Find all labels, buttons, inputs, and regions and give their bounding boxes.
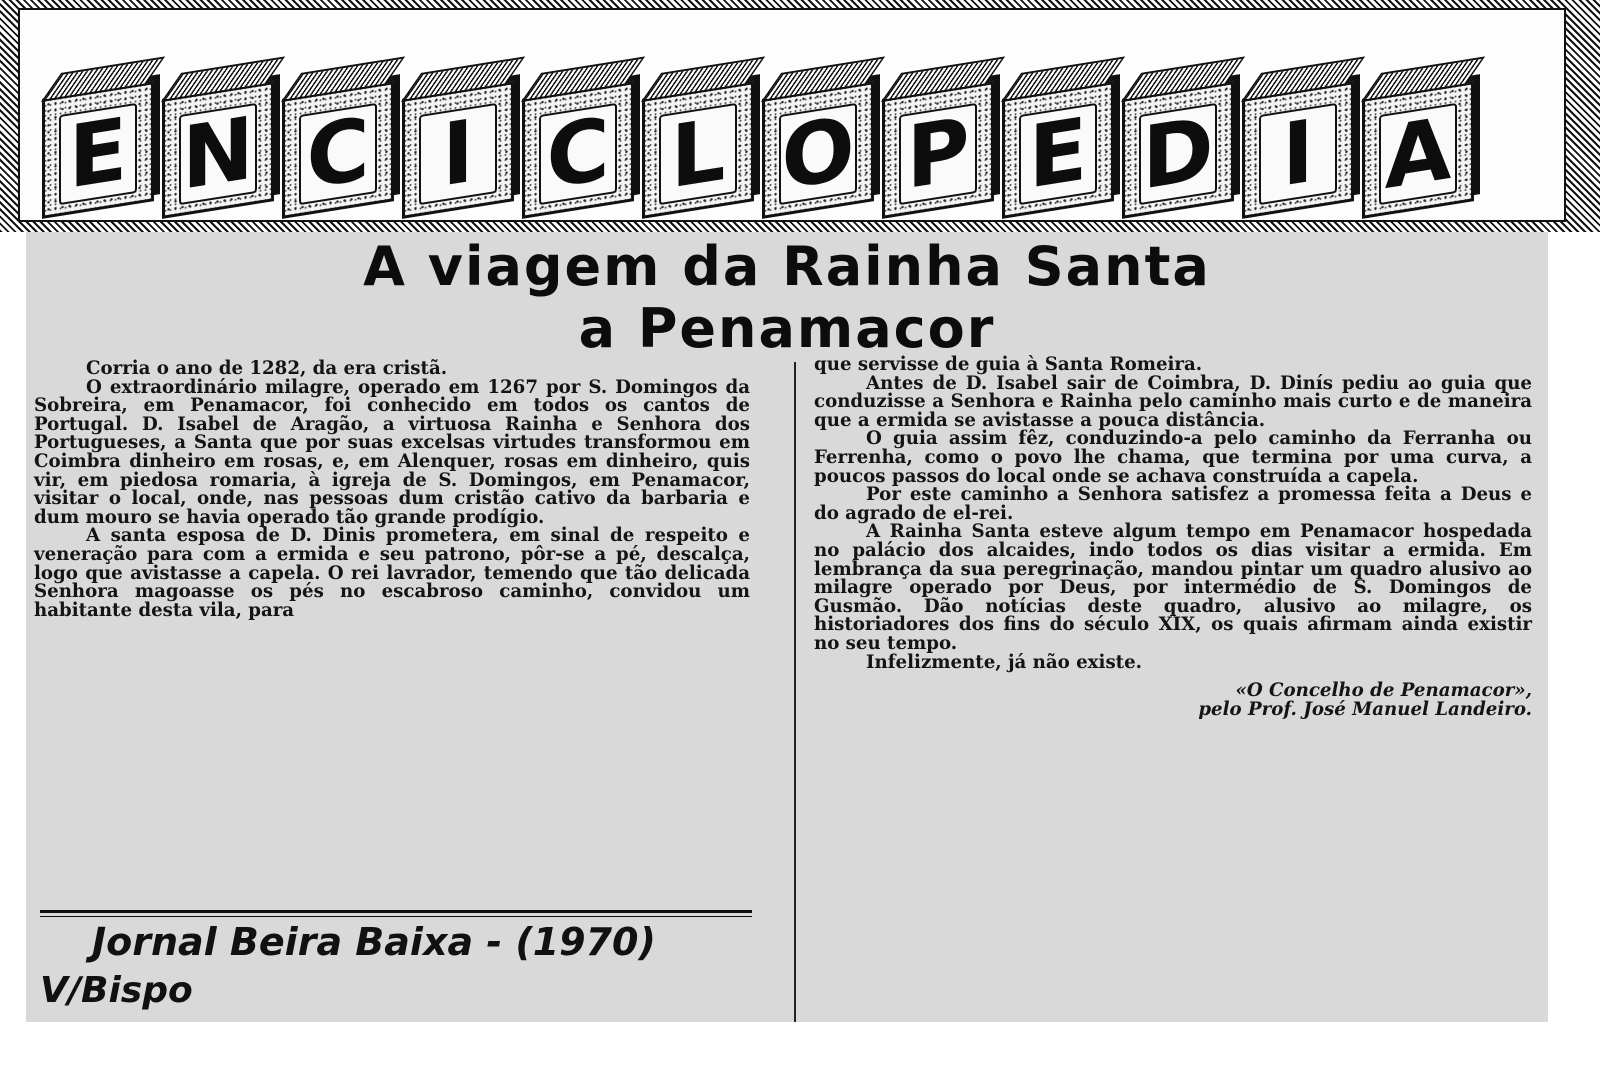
masthead-banner	[18, 8, 1566, 222]
signature-line-2: pelo Prof. José Manuel Landeiro.	[1198, 698, 1532, 720]
article-headline	[26, 236, 1548, 360]
book-spine	[402, 81, 514, 219]
masthead-letter: D	[1139, 103, 1217, 205]
masthead-border	[0, 0, 1600, 232]
book-spine	[282, 81, 394, 219]
paragraph: Por este caminho a Senhora satisfez a promessa feita a Deus e do agrado de el-rei.	[814, 484, 1532, 524]
book-top	[1361, 56, 1485, 102]
source-signature	[814, 682, 1532, 719]
book-top	[1241, 56, 1365, 102]
column-divider	[794, 362, 796, 1022]
masthead-letter: L	[659, 103, 737, 205]
source-caption: Jornal Beira Baixa - (1970)	[92, 920, 656, 964]
book-top	[161, 56, 285, 102]
paragraph: Corria o ano de 1282, da era cristã.	[86, 358, 448, 379]
book-top	[1121, 56, 1245, 102]
masthead-letter: I	[419, 103, 497, 205]
book-top	[881, 56, 1005, 102]
masthead-letter: C	[299, 103, 377, 205]
book-top	[641, 56, 765, 102]
paragraph: A santa esposa de D. Dinis prometera, em sinal de respeito e veneração para com a ermida e seu patrono, pôr-se a pé, descalça, logo que avistasse a capela. O rei lavrador, temendo que tão delicada Senhora magoasse os pés no escabroso caminho, convidou um habitante desta vila, para	[34, 525, 750, 621]
signature-line-1: «O Concelho de Penamacor»,	[1235, 680, 1532, 702]
caption-box	[26, 920, 794, 1022]
book-spine	[1122, 81, 1234, 219]
paragraph: Infelizmente, já não existe.	[866, 651, 1142, 673]
paragraph: A Rainha Santa esteve algum tempo em Penamacor hospedada no palácio dos alcaides, indo todos os dias visitar a ermida. Em lembrança da sua peregrinação, mandou pintar um quadro alusivo ao milagre operado por Deus, por intermédio de S. Domingos de Gusmão. Dão notícias deste quadro, alusivo ao milagre, os historiadores dos fins do século XIX, os quais afirmam ainda existir no seu tempo.	[814, 521, 1532, 654]
book-spine	[162, 81, 274, 219]
masthead-letter: E	[59, 103, 137, 205]
end-rule	[40, 910, 752, 917]
book-top	[281, 56, 405, 102]
author-caption: V/Bispo	[40, 970, 193, 1011]
book-row	[42, 24, 1542, 214]
book-spine	[1002, 81, 1114, 219]
paragraph: que servisse de guia à Santa Romeira.	[814, 354, 1203, 375]
book-spine	[42, 81, 154, 219]
masthead-letter: O	[779, 103, 857, 205]
book-spine	[1242, 81, 1354, 219]
masthead-letter: P	[899, 103, 977, 205]
paragraph: Antes de D. Isabel sair de Coimbra, D. Dinís pediu ao guia que conduzisse a Senhora e Rainha pelo caminho mais curto e de maneira que a ermida se avistasse a pouca distância.	[814, 372, 1532, 431]
book-top	[521, 56, 645, 102]
masthead-letter: E	[1019, 103, 1097, 205]
book-spine	[522, 81, 634, 219]
headline-line-1: A viagem da Rainha Santa	[363, 235, 1211, 298]
masthead-letter: I	[1259, 103, 1337, 205]
book-top	[1001, 56, 1125, 102]
paragraph: O guia assim fêz, conduzindo-a pelo caminho da Ferranha ou Ferrenha, como o povo lhe chama, que termina por uma curva, a poucos passos do local onde se achava construída a capela.	[814, 428, 1532, 487]
book-top	[761, 56, 885, 102]
left-column	[34, 360, 750, 620]
masthead-letter: A	[1379, 103, 1457, 205]
book-spine	[762, 81, 874, 219]
paragraph: O extraordinário milagre, operado em 1267 por S. Domingos da Sobreira, em Penamacor, foi conhecido em todos os cantos de Portugal. D. Isabel de Aragão, a virtuosa Rainha e Senhora dos Portugueses, a Santa que por suas excelsas virtudes transformou em Coimbra dinheiro em rosas, e, em Alenquer, rosas em dinheiro, quis vir, em piedosa romaria, à igreja de S. Domingos, em Penamacor, visitar o local, onde, nas pessoas dum cristão cativo da barbaria e dum mouro se havia operado tão grande prodígio.	[34, 376, 750, 528]
book-top	[41, 56, 165, 102]
book-spine	[1362, 81, 1474, 219]
book-top	[401, 56, 525, 102]
right-column	[814, 356, 1532, 719]
book-spine	[642, 81, 754, 219]
masthead-letter: C	[539, 103, 617, 205]
newspaper-clipping	[26, 232, 1548, 1022]
headline-line-2: a Penamacor	[578, 297, 996, 360]
masthead-letter: N	[179, 103, 257, 205]
book-spine	[882, 81, 994, 219]
